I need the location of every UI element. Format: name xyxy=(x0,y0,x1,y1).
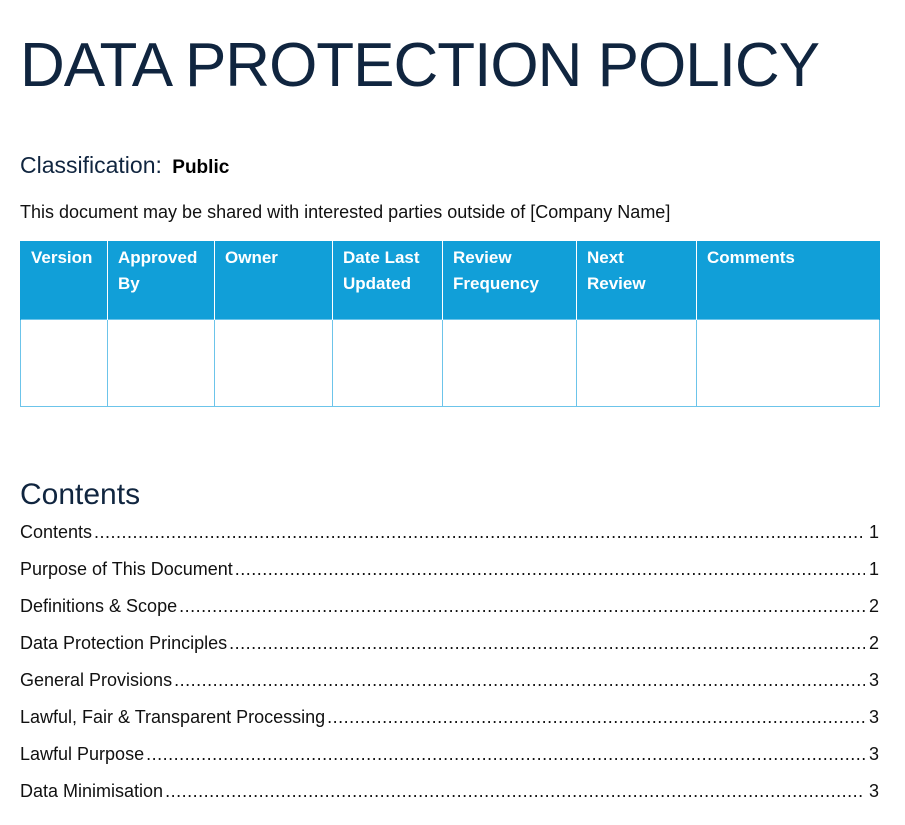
toc-dot-leader xyxy=(229,630,865,656)
classification-value: Public xyxy=(172,157,230,178)
version-control-table xyxy=(20,241,880,407)
cell-comments[interactable] xyxy=(697,320,880,407)
toc-entry[interactable] xyxy=(20,704,879,741)
toc-entry-page: 3 xyxy=(868,744,879,764)
cell-date-last-updated[interactable] xyxy=(333,320,443,407)
classification xyxy=(20,150,229,183)
cell-version[interactable] xyxy=(21,320,108,407)
header-version: Version xyxy=(21,241,108,320)
cell-approved-by[interactable] xyxy=(108,320,215,407)
toc-dot-leader xyxy=(327,704,865,730)
header-next-review: Next Review xyxy=(577,241,697,320)
document-title: DATA PROTECTION POLICY xyxy=(20,31,820,100)
toc-entry[interactable] xyxy=(20,741,879,778)
table-row xyxy=(21,320,880,407)
toc-entry-page: 3 xyxy=(868,707,879,727)
header-owner: Owner xyxy=(215,241,333,320)
toc-entry[interactable] xyxy=(20,556,879,593)
toc-entry-label: Purpose of This Document xyxy=(20,559,233,579)
header-review-frequency: Review Frequency xyxy=(443,241,577,320)
toc-entry-page: 2 xyxy=(868,633,879,653)
toc-entry-page: 1 xyxy=(868,522,879,542)
toc-dot-leader xyxy=(146,741,865,767)
toc-entry-page: 3 xyxy=(868,781,879,801)
toc-entry-label: Lawful Purpose xyxy=(20,744,145,764)
toc-entry-label: Lawful, Fair & Transparent Processing xyxy=(20,707,326,727)
cell-owner[interactable] xyxy=(215,320,333,407)
toc-entry[interactable] xyxy=(20,593,879,630)
share-note: This document may be shared with interested parties outside of [Company Name] xyxy=(20,202,671,222)
cell-next-review[interactable] xyxy=(577,320,697,407)
table-of-contents xyxy=(20,519,879,815)
toc-dot-leader xyxy=(174,667,865,693)
contents-heading: Contents xyxy=(20,478,141,511)
toc-entry[interactable] xyxy=(20,519,879,556)
toc-entry-label: General Provisions xyxy=(20,670,173,690)
header-date-last-updated: Date Last Updated xyxy=(333,241,443,320)
toc-entry[interactable] xyxy=(20,630,879,667)
toc-entry-page: 2 xyxy=(868,596,879,616)
header-comments: Comments xyxy=(697,241,880,320)
header-approved-by: Approved By xyxy=(108,241,215,320)
toc-entry-label: Data Protection Principles xyxy=(20,633,228,653)
toc-entry-label: Definitions & Scope xyxy=(20,596,178,616)
table-header-row xyxy=(21,241,880,320)
toc-entry-label: Data Minimisation xyxy=(20,781,164,801)
toc-entry[interactable] xyxy=(20,778,879,815)
toc-dot-leader xyxy=(179,593,865,619)
toc-dot-leader xyxy=(235,556,865,582)
toc-dot-leader xyxy=(165,778,865,804)
classification-label: Classification: xyxy=(20,152,162,178)
toc-entry-page: 3 xyxy=(868,670,879,690)
toc-dot-leader xyxy=(94,519,865,545)
toc-entry[interactable] xyxy=(20,667,879,704)
toc-entry-label: Contents xyxy=(20,522,93,542)
toc-entry-page: 1 xyxy=(868,559,879,579)
cell-review-frequency[interactable] xyxy=(443,320,577,407)
